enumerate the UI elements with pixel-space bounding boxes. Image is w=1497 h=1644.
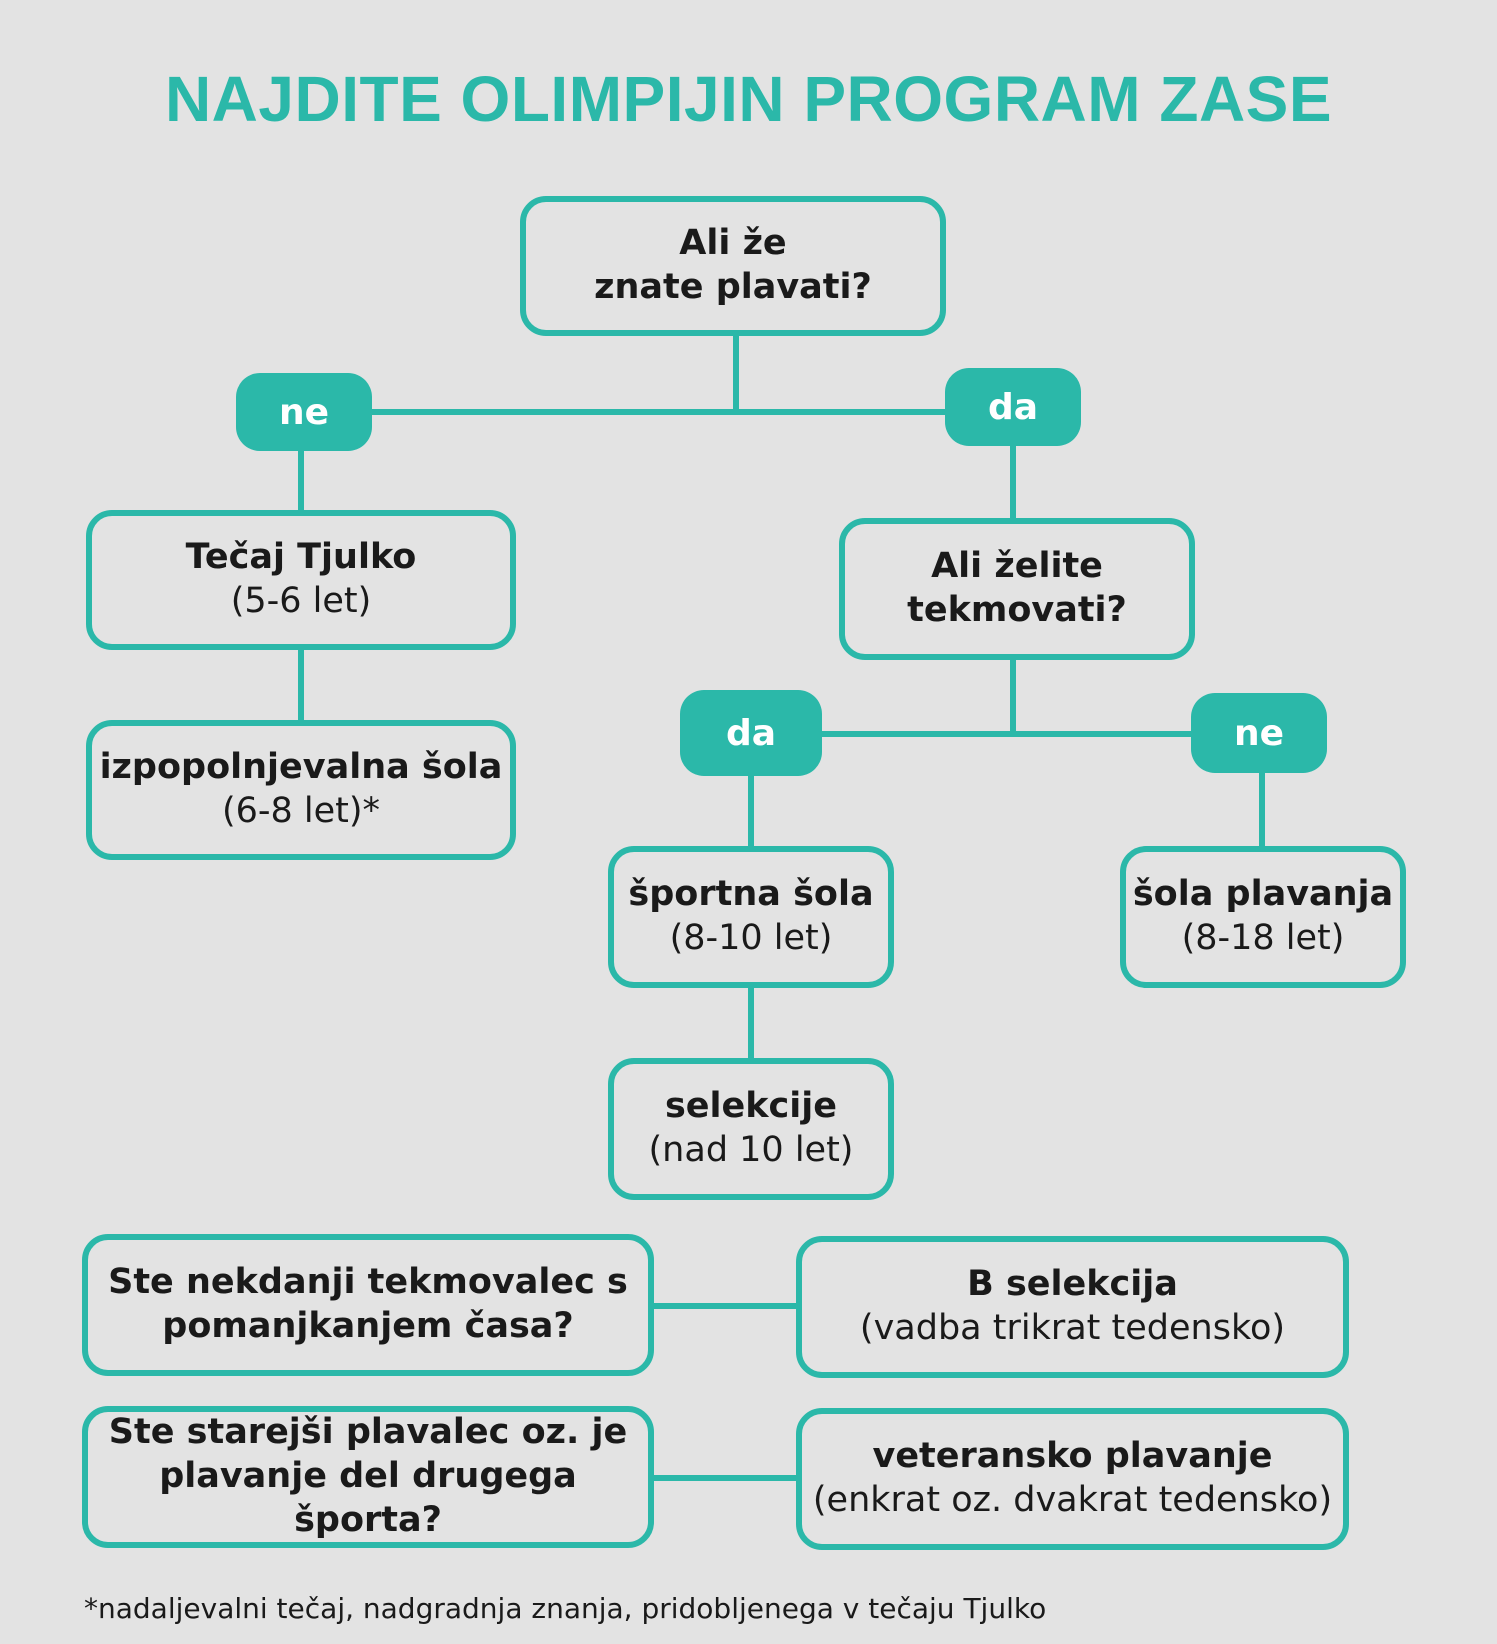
- program-izpopolnjevalna-sola-title: izpopolnjevalna šola: [99, 747, 503, 788]
- answer-da-mid: da: [680, 690, 822, 776]
- question-compete-line2: tekmovati?: [907, 590, 1127, 630]
- program-tecaj-tjulko-title: Tečaj Tjulko: [185, 537, 417, 578]
- question-older-swimmer-line1: Ste starejši plavalec oz. je: [108, 1412, 628, 1453]
- question-compete-line1: Ali želite: [931, 546, 1103, 587]
- question-former-competitor-line1: Ste nekdanji tekmovalec s: [108, 1262, 628, 1303]
- question-already-swim-line1: Ali že: [679, 223, 787, 264]
- program-b-selekcija-schedule: (vadba trikrat tedensko): [859, 1308, 1286, 1348]
- answer-ne-top: ne: [236, 373, 372, 451]
- program-tecaj-tjulko-age: (5-6 let): [230, 581, 372, 621]
- question-former-competitor-line2: pomanjkanjem časa?: [162, 1306, 574, 1346]
- program-tecaj-tjulko: [86, 510, 516, 650]
- question-already-swim: [520, 196, 946, 336]
- question-older-swimmer: [82, 1406, 654, 1548]
- question-former-competitor: [82, 1234, 654, 1376]
- program-sola-plavanja-age: (8-18 let): [1181, 918, 1345, 958]
- question-older-swimmer-line2: plavanje del drugega športa?: [159, 1456, 577, 1540]
- program-veteransko-plavanje-schedule: (enkrat oz. dvakrat tedensko): [812, 1480, 1333, 1520]
- program-b-selekcija: [796, 1236, 1349, 1378]
- program-izpopolnjevalna-sola-age: (6-8 let)*: [221, 791, 381, 831]
- program-sportna-sola-title: športna šola: [628, 874, 874, 915]
- program-sola-plavanja: [1120, 846, 1406, 988]
- question-compete: [839, 518, 1195, 660]
- program-selekcije: [608, 1058, 894, 1200]
- page-title: NAJDITE OLIMPIJIN PROGRAM ZASE: [164, 63, 1333, 135]
- footnote: *nadaljevalni tečaj, nadgradnja znanja, pridobljenega v tečaju Tjulko: [84, 1592, 1047, 1625]
- program-izpopolnjevalna-sola: [86, 720, 516, 860]
- answer-ne-mid: ne: [1191, 693, 1327, 773]
- question-already-swim-line2: znate plavati?: [594, 267, 872, 307]
- program-selekcije-title: selekcije: [664, 1086, 838, 1127]
- program-b-selekcija-title: B selekcija: [967, 1264, 1178, 1305]
- program-sola-plavanja-title: šola plavanja: [1132, 874, 1394, 915]
- program-sportna-sola-age: (8-10 let): [669, 918, 833, 958]
- program-veteransko-plavanje-title: veteransko plavanje: [872, 1436, 1273, 1477]
- program-selekcije-age: (nad 10 let): [648, 1130, 854, 1170]
- program-veteransko-plavanje: [796, 1408, 1349, 1550]
- program-sportna-sola: [608, 846, 894, 988]
- answer-da-top: da: [945, 368, 1081, 446]
